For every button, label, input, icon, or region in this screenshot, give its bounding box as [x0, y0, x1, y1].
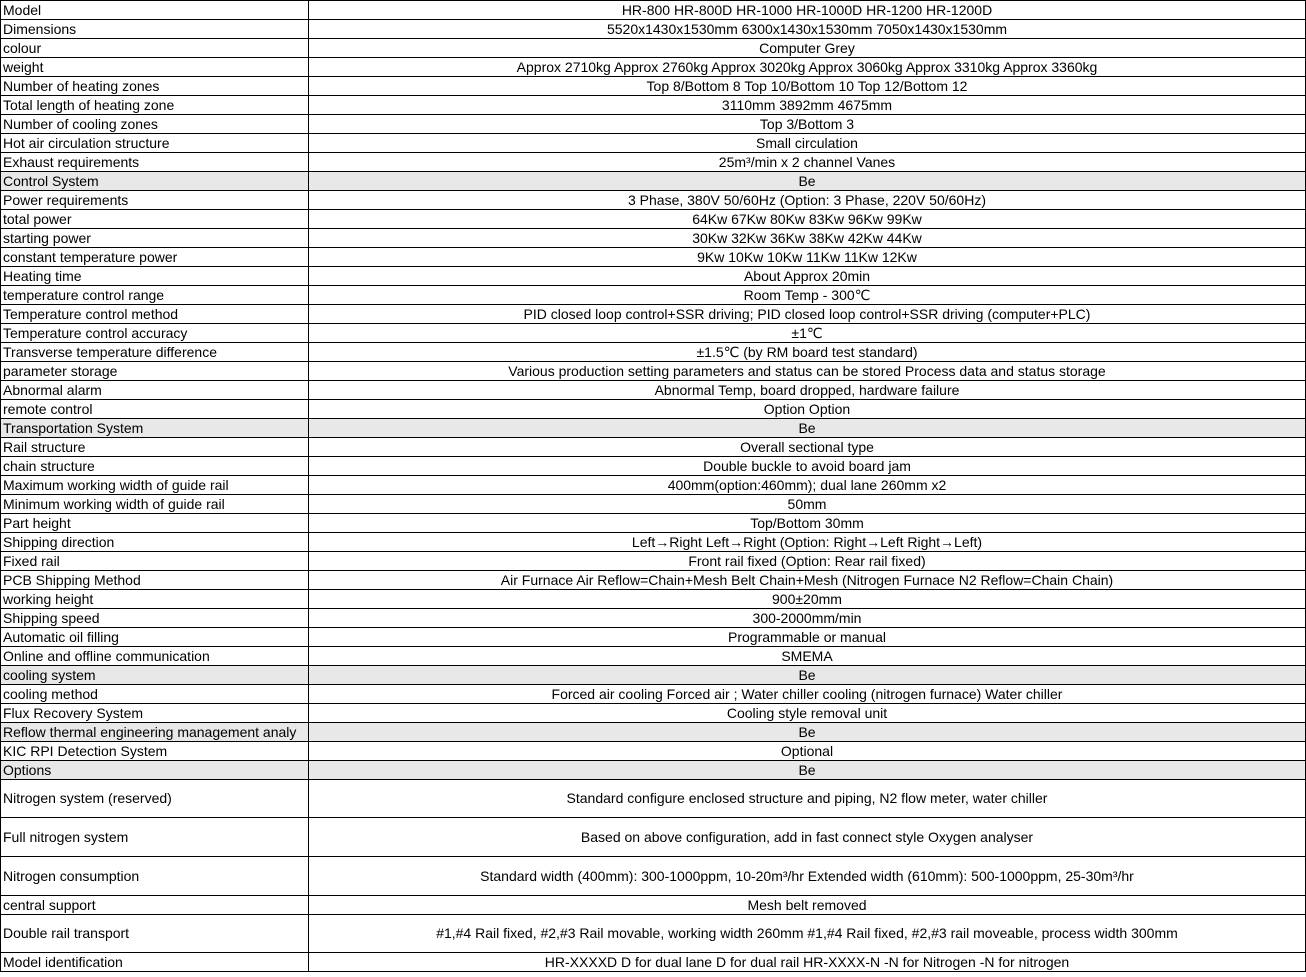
spec-row: [1, 1, 1306, 20]
spec-row: [1, 476, 1306, 495]
spec-label: Power requirements: [1, 191, 309, 210]
spec-label: Reflow thermal engineering management analy: [1, 723, 309, 742]
spec-label: Total length of heating zone: [1, 96, 309, 115]
spec-value: HR-800 HR-800D HR-1000 HR-1000D HR-1200 HR-1200D: [309, 1, 1306, 20]
spec-label: Options: [1, 761, 309, 780]
spec-row: [1, 438, 1306, 457]
spec-value: Room Temp - 300℃: [309, 286, 1306, 305]
spec-value: 5520x1430x1530mm 6300x1430x1530mm 7050x1430x1530mm: [309, 20, 1306, 39]
spec-value: Small circulation: [309, 134, 1306, 153]
spec-label: working height: [1, 590, 309, 609]
spec-row: [1, 857, 1306, 896]
spec-value: Optional: [309, 742, 1306, 761]
spec-row: [1, 286, 1306, 305]
spec-row: [1, 229, 1306, 248]
section-header-row: [1, 172, 1306, 191]
spec-row: [1, 647, 1306, 666]
spec-row: [1, 324, 1306, 343]
spec-value: Be: [309, 761, 1306, 780]
spec-row: [1, 685, 1306, 704]
spec-label: Shipping direction: [1, 533, 309, 552]
spec-row: [1, 590, 1306, 609]
spec-value: Various production setting parameters and status can be stored Process data and status storage: [309, 362, 1306, 381]
spec-value: Top 8/Bottom 8 Top 10/Bottom 10 Top 12/Bottom 12: [309, 77, 1306, 96]
spec-value: Option Option: [309, 400, 1306, 419]
spec-row: [1, 514, 1306, 533]
spec-value: Front rail fixed (Option: Rear rail fixed): [309, 552, 1306, 571]
spec-label: starting power: [1, 229, 309, 248]
spec-label: Flux Recovery System: [1, 704, 309, 723]
spec-row: [1, 77, 1306, 96]
spec-label: Transverse temperature difference: [1, 343, 309, 362]
spec-label: Double rail transport: [1, 915, 309, 953]
spec-value: 30Kw 32Kw 36Kw 38Kw 42Kw 44Kw: [309, 229, 1306, 248]
spec-value: Programmable or manual: [309, 628, 1306, 647]
spec-label: Number of heating zones: [1, 77, 309, 96]
spec-row: [1, 58, 1306, 77]
spec-value: Air Furnace Air Reflow=Chain+Mesh Belt Chain+Mesh (Nitrogen Furnace N2 Reflow=Chain Chain): [309, 571, 1306, 590]
spec-label: Rail structure: [1, 438, 309, 457]
spec-label: Temperature control accuracy: [1, 324, 309, 343]
spec-value: Based on above configuration, add in fast connect style Oxygen analyser: [309, 818, 1306, 857]
spec-row: [1, 115, 1306, 134]
spec-row: [1, 305, 1306, 324]
spec-row: [1, 343, 1306, 362]
spec-row: [1, 495, 1306, 514]
spec-label: Heating time: [1, 267, 309, 286]
spec-label: constant temperature power: [1, 248, 309, 267]
spec-label: Full nitrogen system: [1, 818, 309, 857]
spec-row: [1, 39, 1306, 58]
spec-value: ±1.5℃ (by RM board test standard): [309, 343, 1306, 362]
spec-label: Hot air circulation structure: [1, 134, 309, 153]
spec-value: Be: [309, 723, 1306, 742]
specification-table-body: [1, 1, 1306, 972]
spec-value: 25m³/min x 2 channel Vanes: [309, 153, 1306, 172]
spec-row: [1, 267, 1306, 286]
spec-value: Be: [309, 666, 1306, 685]
spec-value: Computer Grey: [309, 39, 1306, 58]
spec-label: KIC RPI Detection System: [1, 742, 309, 761]
spec-row: [1, 818, 1306, 857]
spec-row: [1, 628, 1306, 647]
spec-value: HR-XXXXD D for dual lane D for dual rail HR-XXXX-N -N for Nitrogen -N for nitrogen: [309, 953, 1306, 972]
spec-value: 300-2000mm/min: [309, 609, 1306, 628]
spec-value: Overall sectional type: [309, 438, 1306, 457]
spec-row: [1, 704, 1306, 723]
spec-label: Abnormal alarm: [1, 381, 309, 400]
spec-value: Top/Bottom 30mm: [309, 514, 1306, 533]
spec-label: Number of cooling zones: [1, 115, 309, 134]
spec-label: Part height: [1, 514, 309, 533]
spec-value: About Approx 20min: [309, 267, 1306, 286]
spec-label: temperature control range: [1, 286, 309, 305]
spec-label: total power: [1, 210, 309, 229]
spec-row: [1, 780, 1306, 818]
spec-row: [1, 609, 1306, 628]
spec-label: PCB Shipping Method: [1, 571, 309, 590]
spec-value: Mesh belt removed: [309, 896, 1306, 915]
spec-row: [1, 457, 1306, 476]
spec-label: cooling method: [1, 685, 309, 704]
spec-value: 64Kw 67Kw 80Kw 83Kw 96Kw 99Kw: [309, 210, 1306, 229]
spec-label: Nitrogen system (reserved): [1, 780, 309, 818]
spec-label: Dimensions: [1, 20, 309, 39]
spec-value: 900±20mm: [309, 590, 1306, 609]
spec-row: [1, 96, 1306, 115]
spec-label: Temperature control method: [1, 305, 309, 324]
spec-value: PID closed loop control+SSR driving; PID closed loop control+SSR driving (computer+PLC): [309, 305, 1306, 324]
spec-row: [1, 210, 1306, 229]
spec-value: Standard width (400mm): 300-1000ppm, 10-20m³/hr Extended width (610mm): 500-1000ppm, 25-30m³/hr: [309, 857, 1306, 896]
spec-row: [1, 381, 1306, 400]
spec-value: Be: [309, 172, 1306, 191]
spec-value: Standard configure enclosed structure and piping, N2 flow meter, water chiller: [309, 780, 1306, 818]
spec-row: [1, 362, 1306, 381]
spec-value: Double buckle to avoid board jam: [309, 457, 1306, 476]
spec-value: Approx 2710kg Approx 2760kg Approx 3020kg Approx 3060kg Approx 3310kg Approx 3360kg: [309, 58, 1306, 77]
spec-label: weight: [1, 58, 309, 77]
spec-value: #1,#4 Rail fixed, #2,#3 Rail movable, working width 260mm #1,#4 Rail fixed, #2,#3 rail moveable, process width 300mm: [309, 915, 1306, 953]
spec-row: [1, 533, 1306, 552]
spec-row: [1, 552, 1306, 571]
spec-row: [1, 134, 1306, 153]
spec-value: ±1℃: [309, 324, 1306, 343]
spec-label: Online and offline communication: [1, 647, 309, 666]
spec-label: Transportation System: [1, 419, 309, 438]
spec-label: Exhaust requirements: [1, 153, 309, 172]
spec-label: parameter storage: [1, 362, 309, 381]
spec-value: 3110mm 3892mm 4675mm: [309, 96, 1306, 115]
spec-label: Maximum working width of guide rail: [1, 476, 309, 495]
spec-value: SMEMA: [309, 647, 1306, 666]
spec-row: [1, 742, 1306, 761]
section-header-row: [1, 761, 1306, 780]
spec-value: Forced air cooling Forced air ; Water chiller cooling (nitrogen furnace) Water chiller: [309, 685, 1306, 704]
spec-label: Minimum working width of guide rail: [1, 495, 309, 514]
spec-row: [1, 896, 1306, 915]
spec-row: [1, 571, 1306, 590]
spec-value: 9Kw 10Kw 10Kw 11Kw 11Kw 12Kw: [309, 248, 1306, 267]
spec-value: Left→Right Left→Right (Option: Right→Left Right→Left): [309, 533, 1306, 552]
spec-label: Fixed rail: [1, 552, 309, 571]
section-header-row: [1, 723, 1306, 742]
spec-value: Cooling style removal unit: [309, 704, 1306, 723]
section-header-row: [1, 419, 1306, 438]
spec-label: cooling system: [1, 666, 309, 685]
spec-label: Nitrogen consumption: [1, 857, 309, 896]
spec-label: colour: [1, 39, 309, 58]
spec-label: remote control: [1, 400, 309, 419]
spec-value: 400mm(option:460mm); dual lane 260mm x2: [309, 476, 1306, 495]
spec-row: [1, 400, 1306, 419]
spec-label: Model identification: [1, 953, 309, 972]
spec-label: chain structure: [1, 457, 309, 476]
spec-row: [1, 191, 1306, 210]
spec-row: [1, 915, 1306, 953]
spec-label: Model: [1, 1, 309, 20]
spec-value: Top 3/Bottom 3: [309, 115, 1306, 134]
spec-label: Shipping speed: [1, 609, 309, 628]
spec-row: [1, 20, 1306, 39]
spec-row: [1, 153, 1306, 172]
spec-row: [1, 953, 1306, 972]
spec-label: Automatic oil filling: [1, 628, 309, 647]
spec-value: Be: [309, 419, 1306, 438]
spec-row: [1, 248, 1306, 267]
section-header-row: [1, 666, 1306, 685]
spec-label: Control System: [1, 172, 309, 191]
spec-value: Abnormal Temp, board dropped, hardware failure: [309, 381, 1306, 400]
spec-label: central support: [1, 896, 309, 915]
spec-value: 3 Phase, 380V 50/60Hz (Option: 3 Phase, 220V 50/60Hz): [309, 191, 1306, 210]
spec-value: 50mm: [309, 495, 1306, 514]
